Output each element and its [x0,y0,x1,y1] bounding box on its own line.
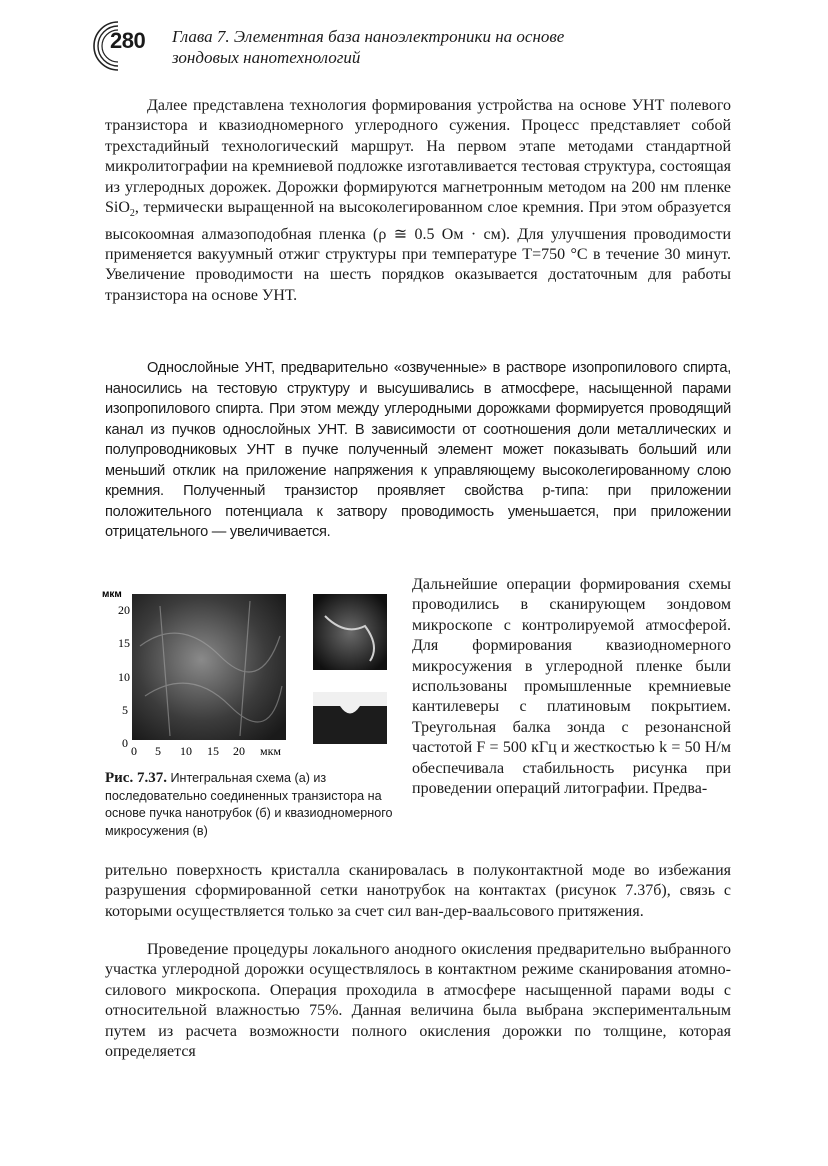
y-tick-20: 20 [118,603,130,617]
paragraph-3: Дальнейшие операции формирования схемы проводились в сканирующем зондовом микроскопе с контролируемой атмосферой. Для формирования квазиодномерного микросужения в углеродной пленке были использованы промышленные кремниевые кантилеверы с платиновым покрытием. Треугольная балка зонда с резонансной частотой F = 500 кГц и жесткостью k = 50 Н/м обеспечивала стабильность рисунка при проведении операций литографии. Предва- [412,576,731,798]
y-tick-5: 5 [122,703,128,717]
chapter-title [172,26,564,68]
figure-caption-label: Рис. 7.37. [105,770,167,786]
paragraph-1-subscript: 2 [129,208,135,220]
paragraph-2: Однослойные УНТ, предварительно «озвученные» в растворе изопропилового спирта, наносились на тестовую структуру и высушивались в атмосфере, насыщенной парами изопропилового спирта. При этом между углеродными дорожками формируется проводящий канал из пучков однослойных УНТ. В зависимости от соотношения доли металлических и полупроводниковых УНТ в пучке полученный элемент может показывать больший или меньший отклик на приложение напряжения к управляющему высоколегированному слою кремния. Полученный транзистор проявляет свойства p-типа: при приложении положительного потенциала к затвору проводимость уменьшается, при приложении отрицательного — увеличивается. [105,360,731,540]
paragraph-1-part-b: , термически выращенной на высоколегированном слое кремния. При этом образуется высокоомная алмазоподобная пленка (ρ ≅ 0.5 Ом · см). Для улучшения проводимости применяется вакуумный отжиг структуры при температуре T=750 °C в течение 30 минут. Увеличение проводимости на шесть порядков оказывается достаточным для работы транзистора на основе УНТ. [105,199,731,304]
x-tick-15: 15 [207,744,219,758]
paragraph-4: рительно поверхность кристалла сканировалась в полуконтактной моде во избежания разрушения сформированной сетки нанотрубок на контактах (рисунок 7.37б), связь с которыми осуществляется только за счет сил ван-дер-ваальсового притяжения. [105,862,731,920]
chapter-title-line1: Глава 7. Элементная база наноэлектроники на основе [172,27,565,46]
paragraph-1-part-a: Далее представлена технология формирования устройства на основе УНТ полевого транзистора и квазиодномерного углеродного сужения. Процесс представляет собой трехстадийный технологический маршрут. На первом этапе методами стандартной микролитографии на кремниевой подложке изготавливается тестовая структура, состоящая из углеродных дорожек. Дорожки формируются магнетронным методом на 200 нм пленке SiO [105,97,731,217]
figure-7-37 [100,586,400,764]
x-unit-label: мкм [260,744,282,758]
x-tick-20: 20 [233,744,245,758]
figure-caption [105,770,395,840]
page-header [88,18,728,78]
x-tick-10: 10 [180,744,192,758]
x-tick-0: 0 [131,744,137,758]
paragraph-1 [105,96,731,306]
axis-unit-label: мкм [102,589,122,600]
y-tick-15: 15 [118,636,130,650]
figure-caption-text: Интегральная схема (а) из последовательно соединенных транзистора на основе пучка нанотрубок (б) и квазиодномерного микросужения (в) [105,771,393,838]
y-tick-10: 10 [118,670,130,684]
afm-image-b [313,594,387,670]
x-tick-5: 5 [155,744,161,758]
chapter-title-line2: зондовых нанотехнологий [172,48,361,67]
y-tick-0: 0 [122,736,128,750]
page-number: 280 [110,28,146,53]
paragraph-5: Проведение процедуры локального анодного окисления предварительно выбранного участка углеродной дорожки осуществлялось в контактном режиме сканирования атомно-силового микроскопа. Операция проходила в атмосфере насыщенной парами воды с относительной влажностью 75%. Данная величина была выбрана экспериментальным путем из расчета возможности полного окисления дорожки по толщине, которая определяется [105,941,731,1061]
